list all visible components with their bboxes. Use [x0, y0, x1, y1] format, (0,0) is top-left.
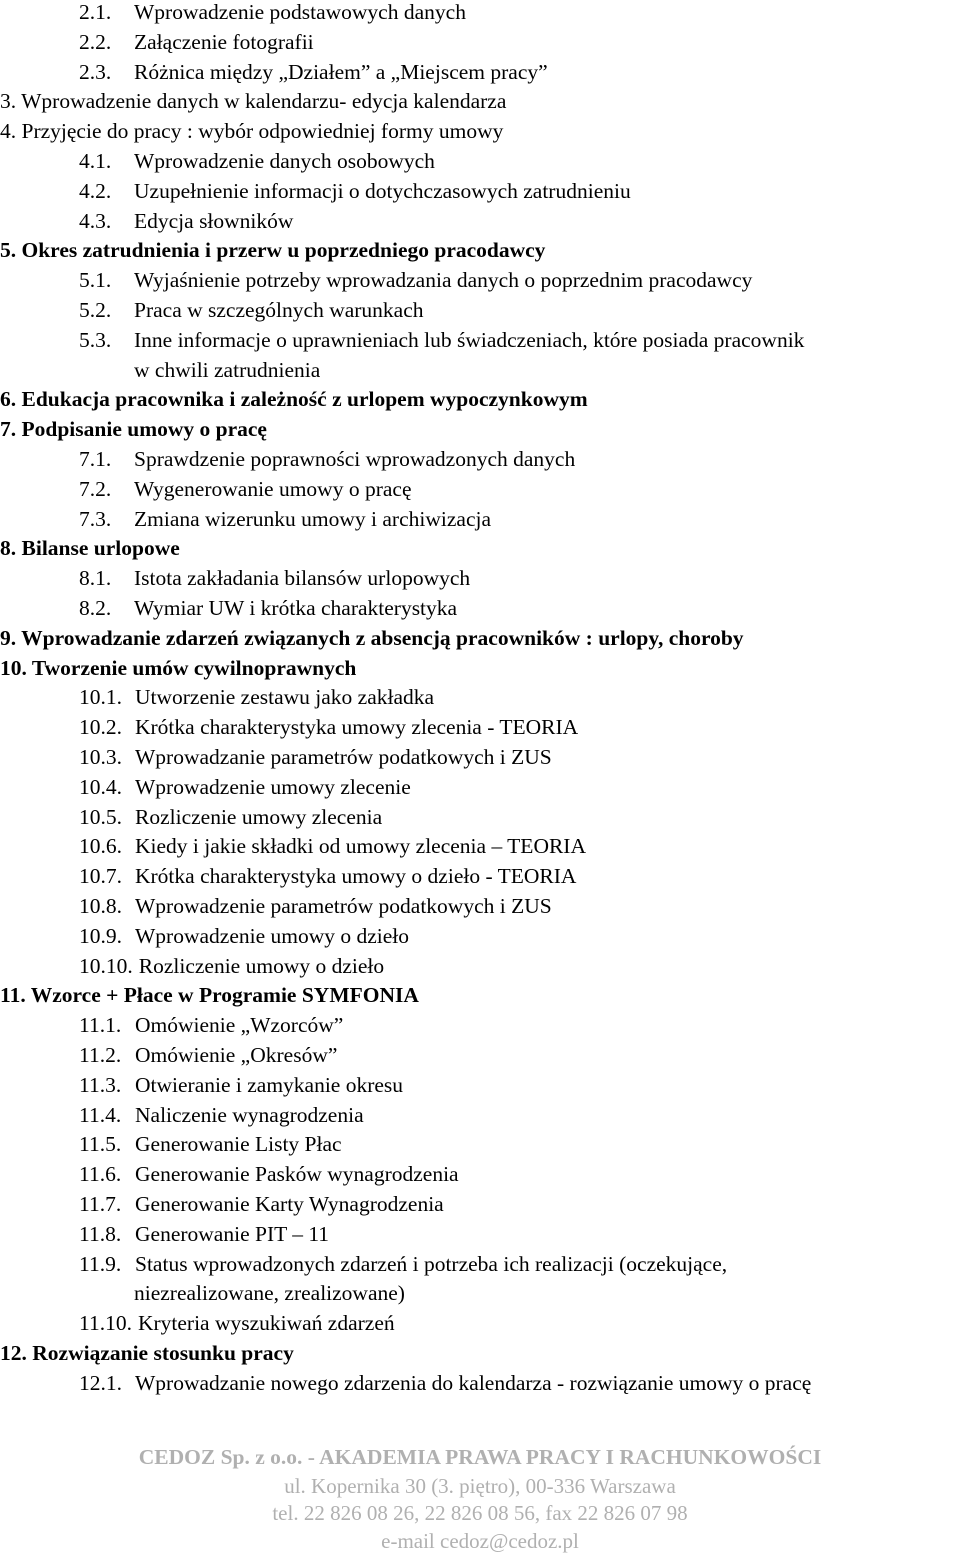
toc-subsection — [0, 742, 960, 772]
toc-text: Generowanie Pasków wynagrodzenia — [135, 1162, 459, 1187]
toc-text: Otwieranie i zamykanie okresu — [135, 1072, 404, 1097]
toc-subsection — [0, 474, 960, 504]
toc-number: 5.3. — [79, 327, 112, 352]
toc-section — [0, 235, 960, 265]
toc-subsection — [0, 444, 960, 474]
toc-number: 4.3. — [79, 208, 112, 233]
toc-text: Przyjęcie do pracy : wybór odpowiedniej formy umowy — [21, 119, 504, 144]
toc-number: 2.2. — [79, 29, 112, 54]
toc-text: Edycja słowników — [134, 208, 294, 233]
toc-number: 10.2. — [79, 715, 122, 740]
toc-text: Inne informacje o uprawnieniach lub świadczeniach, które posiada pracownik — [134, 327, 805, 352]
toc-subsection — [0, 1070, 960, 1100]
toc-text: Wprowadzenie danych w kalendarzu- edycja kalendarza — [21, 89, 507, 114]
footer-address: ul. Kopernika 30 (3. piętro), 00-336 Warszawa — [284, 1474, 676, 1498]
toc-text: Wprowadzanie zdarzeń związanych z absencją pracowników : urlopy, choroby — [21, 625, 744, 650]
page-footer — [0, 1444, 960, 1554]
toc-text: Sprawdzenie poprawności wprowadzonych danych — [134, 447, 576, 471]
toc-text: Zmiana wizerunku umowy i archiwizacja — [134, 506, 491, 531]
toc-subsection — [0, 206, 960, 236]
toc-subsection — [0, 325, 960, 355]
toc-subsection — [0, 951, 960, 981]
toc-text: Status wprowadzonych zdarzeń i potrzeba ich realizacji (oczekujące, — [135, 1251, 728, 1276]
toc-subsection — [0, 1189, 960, 1219]
footer-company: CEDOZ Sp. z o.o. - AKADEMIA PRAWA PRACY I RACHUNKOWOŚCI — [138, 1445, 822, 1469]
toc-number: 10.6. — [79, 834, 122, 859]
toc-number: 10. — [0, 655, 27, 680]
toc-number: 12. — [0, 1341, 27, 1365]
toc-number: 10.1. — [79, 685, 122, 710]
toc-section — [0, 533, 960, 563]
toc-text: Rozliczenie umowy zlecenia — [135, 804, 383, 829]
toc-text: Bilanse urlopowe — [21, 536, 180, 561]
toc-subsection — [0, 57, 960, 87]
toc-section — [0, 86, 960, 116]
toc-text: Naliczenie wynagrodzenia — [135, 1102, 364, 1127]
toc-number: 7.3. — [79, 506, 112, 531]
toc-text: Generowanie Listy Płac — [135, 1132, 342, 1157]
toc-subsection — [0, 176, 960, 206]
toc-number: 10.8. — [79, 894, 122, 918]
toc-subsection — [0, 295, 960, 325]
toc-subsection — [0, 1100, 960, 1130]
toc-number: 5.2. — [79, 298, 112, 322]
toc-text: niezrealizowane, zrealizowane) — [134, 1281, 405, 1306]
toc-subsection — [0, 1368, 960, 1398]
toc-text: Kiedy i jakie składki od umowy zlecenia – TEORIA — [135, 834, 586, 859]
toc-number: 4.1. — [79, 149, 112, 173]
toc-subsection — [0, 712, 960, 742]
toc-number: 3. — [0, 89, 17, 114]
toc-text: Różnica między „Działem” a „Miejscem pracy” — [134, 59, 548, 84]
toc-text: Omówienie „Okresów” — [135, 1043, 338, 1067]
toc-subsection — [0, 1249, 960, 1279]
toc-text: Wprowadzenie umowy o dzieło — [135, 923, 410, 948]
toc-number: 5. — [0, 238, 17, 263]
toc-number: 10.9. — [79, 923, 122, 948]
toc-section — [0, 1338, 960, 1368]
toc-text: Uzupełnienie informacji o dotychczasowych zatrudnieniu — [134, 178, 631, 203]
footer-phone: tel. 22 826 08 26, 22 826 08 56, fax 22 826 07 98 — [272, 1501, 688, 1525]
toc-number: 5.1. — [79, 268, 112, 293]
toc-text: Wzorce + Płace w Programie SYMFONIA — [30, 983, 419, 1008]
toc-number: 7. — [0, 417, 17, 442]
toc-number: 11.8. — [79, 1221, 122, 1246]
toc-number: 11.1. — [79, 1013, 122, 1038]
toc-text: Załączenie fotografii — [134, 29, 314, 54]
toc-number: 2.1. — [79, 0, 112, 24]
toc-section — [0, 623, 960, 653]
toc-subsection — [0, 1010, 960, 1040]
toc-text: Rozwiązanie stosunku pracy — [32, 1341, 294, 1365]
toc-text: Wprowadzenie parametrów podatkowych i ZUS — [135, 894, 552, 918]
toc-number: 11.2. — [79, 1043, 122, 1067]
toc-text: Praca w szczególnych warunkach — [134, 298, 424, 322]
toc-subsection — [0, 1159, 960, 1189]
toc-number: 9. — [0, 625, 17, 650]
toc-text: Utworzenie zestawu jako zakładka — [135, 685, 435, 710]
toc-text: Tworzenie umów cywilnoprawnych — [31, 655, 357, 680]
toc-text: Wprowadzenie danych osobowych — [134, 149, 435, 173]
toc-number: 10.3. — [79, 745, 122, 769]
toc-number: 8.1. — [79, 566, 112, 591]
toc-subsection — [0, 1219, 960, 1249]
toc-continuation — [0, 355, 960, 385]
toc-text: Kryteria wyszukiwań zdarzeń — [137, 1311, 395, 1336]
toc-number: 11.10. — [79, 1311, 132, 1336]
toc-section — [0, 653, 960, 683]
toc-section — [0, 116, 960, 146]
toc-subsection — [0, 146, 960, 176]
toc-subsection — [0, 0, 960, 27]
toc-number: 10.7. — [79, 864, 122, 889]
toc-subsection — [0, 682, 960, 712]
toc-number: 11.5. — [79, 1132, 122, 1157]
toc-subsection — [0, 772, 960, 802]
toc-number: 11.6. — [79, 1162, 122, 1187]
toc-subsection — [0, 265, 960, 295]
toc-number: 4.2. — [79, 178, 112, 203]
toc-number: 10.5. — [79, 804, 122, 829]
toc-number: 12.1. — [79, 1370, 122, 1395]
toc-subsection — [0, 891, 960, 921]
toc-subsection — [0, 921, 960, 951]
toc-subsection — [0, 27, 960, 57]
toc-subsection — [0, 563, 960, 593]
toc-subsection — [0, 802, 960, 832]
toc-text: Krótka charakterystyka umowy zlecenia - TEORIA — [135, 715, 579, 740]
toc-text: Istota zakładania bilansów urlopowych — [134, 566, 471, 591]
toc-number: 7.2. — [79, 476, 112, 501]
toc-text: Wprowadzanie nowego zdarzenia do kalendarza - rozwiązanie umowy o pracę — [135, 1370, 812, 1395]
toc-number: 10.4. — [79, 774, 122, 799]
toc-number: 8.2. — [79, 596, 112, 620]
toc-subsection — [0, 831, 960, 861]
toc-text: Wymiar UW i krótka charakterystyka — [134, 596, 458, 620]
toc-number: 2.3. — [79, 59, 112, 84]
toc-number: 10.10. — [79, 953, 133, 978]
toc-continuation — [0, 1278, 960, 1308]
toc-number: 11.7. — [79, 1192, 122, 1216]
toc-text: Omówienie „Wzorców” — [135, 1013, 344, 1038]
toc-section — [0, 384, 960, 414]
toc-number: 6. — [0, 387, 17, 412]
toc-text: Generowanie PIT – 11 — [135, 1221, 330, 1246]
toc-text: Wprowadzenie podstawowych danych — [134, 0, 466, 24]
toc-text: Wprowadzanie parametrów podatkowych i ZUS — [135, 745, 552, 769]
toc-number: 11. — [0, 983, 26, 1008]
toc-section — [0, 980, 960, 1010]
toc-section — [0, 414, 960, 444]
toc-text: Wyjaśnienie potrzeby wprowadzania danych o poprzednim pracodawcy — [134, 268, 753, 293]
toc-text: w chwili zatrudnienia — [134, 357, 321, 382]
toc-number: 4. — [0, 119, 17, 144]
toc-text: Wygenerowanie umowy o pracę — [134, 476, 412, 501]
toc-subsection — [0, 1040, 960, 1070]
toc-number: 7.1. — [79, 447, 112, 471]
toc-subsection — [0, 504, 960, 534]
toc-number: 11.4. — [79, 1102, 122, 1127]
toc-subsection — [0, 1308, 960, 1338]
toc-text: Generowanie Karty Wynagrodzenia — [135, 1192, 444, 1216]
toc-number: 11.3. — [79, 1072, 122, 1097]
toc-number: 11.9. — [79, 1251, 122, 1276]
toc-text: Wprowadzenie umowy zlecenie — [135, 774, 411, 799]
toc-subsection — [0, 1129, 960, 1159]
toc-subsection — [0, 861, 960, 891]
toc-text: Podpisanie umowy o pracę — [21, 417, 267, 442]
toc-number: 8. — [0, 536, 17, 561]
toc-text: Krótka charakterystyka umowy o dzieło - TEORIA — [135, 864, 577, 889]
footer-email: e-mail cedoz@cedoz.pl — [381, 1529, 579, 1553]
toc-subsection — [0, 593, 960, 623]
toc-text: Okres zatrudnienia i przerw u poprzedniego pracodawcy — [21, 238, 546, 263]
toc-text: Edukacja pracownika i zależność z urlopem wypoczynkowym — [21, 387, 588, 412]
toc-text: Rozliczenie umowy o dzieło — [138, 953, 385, 978]
